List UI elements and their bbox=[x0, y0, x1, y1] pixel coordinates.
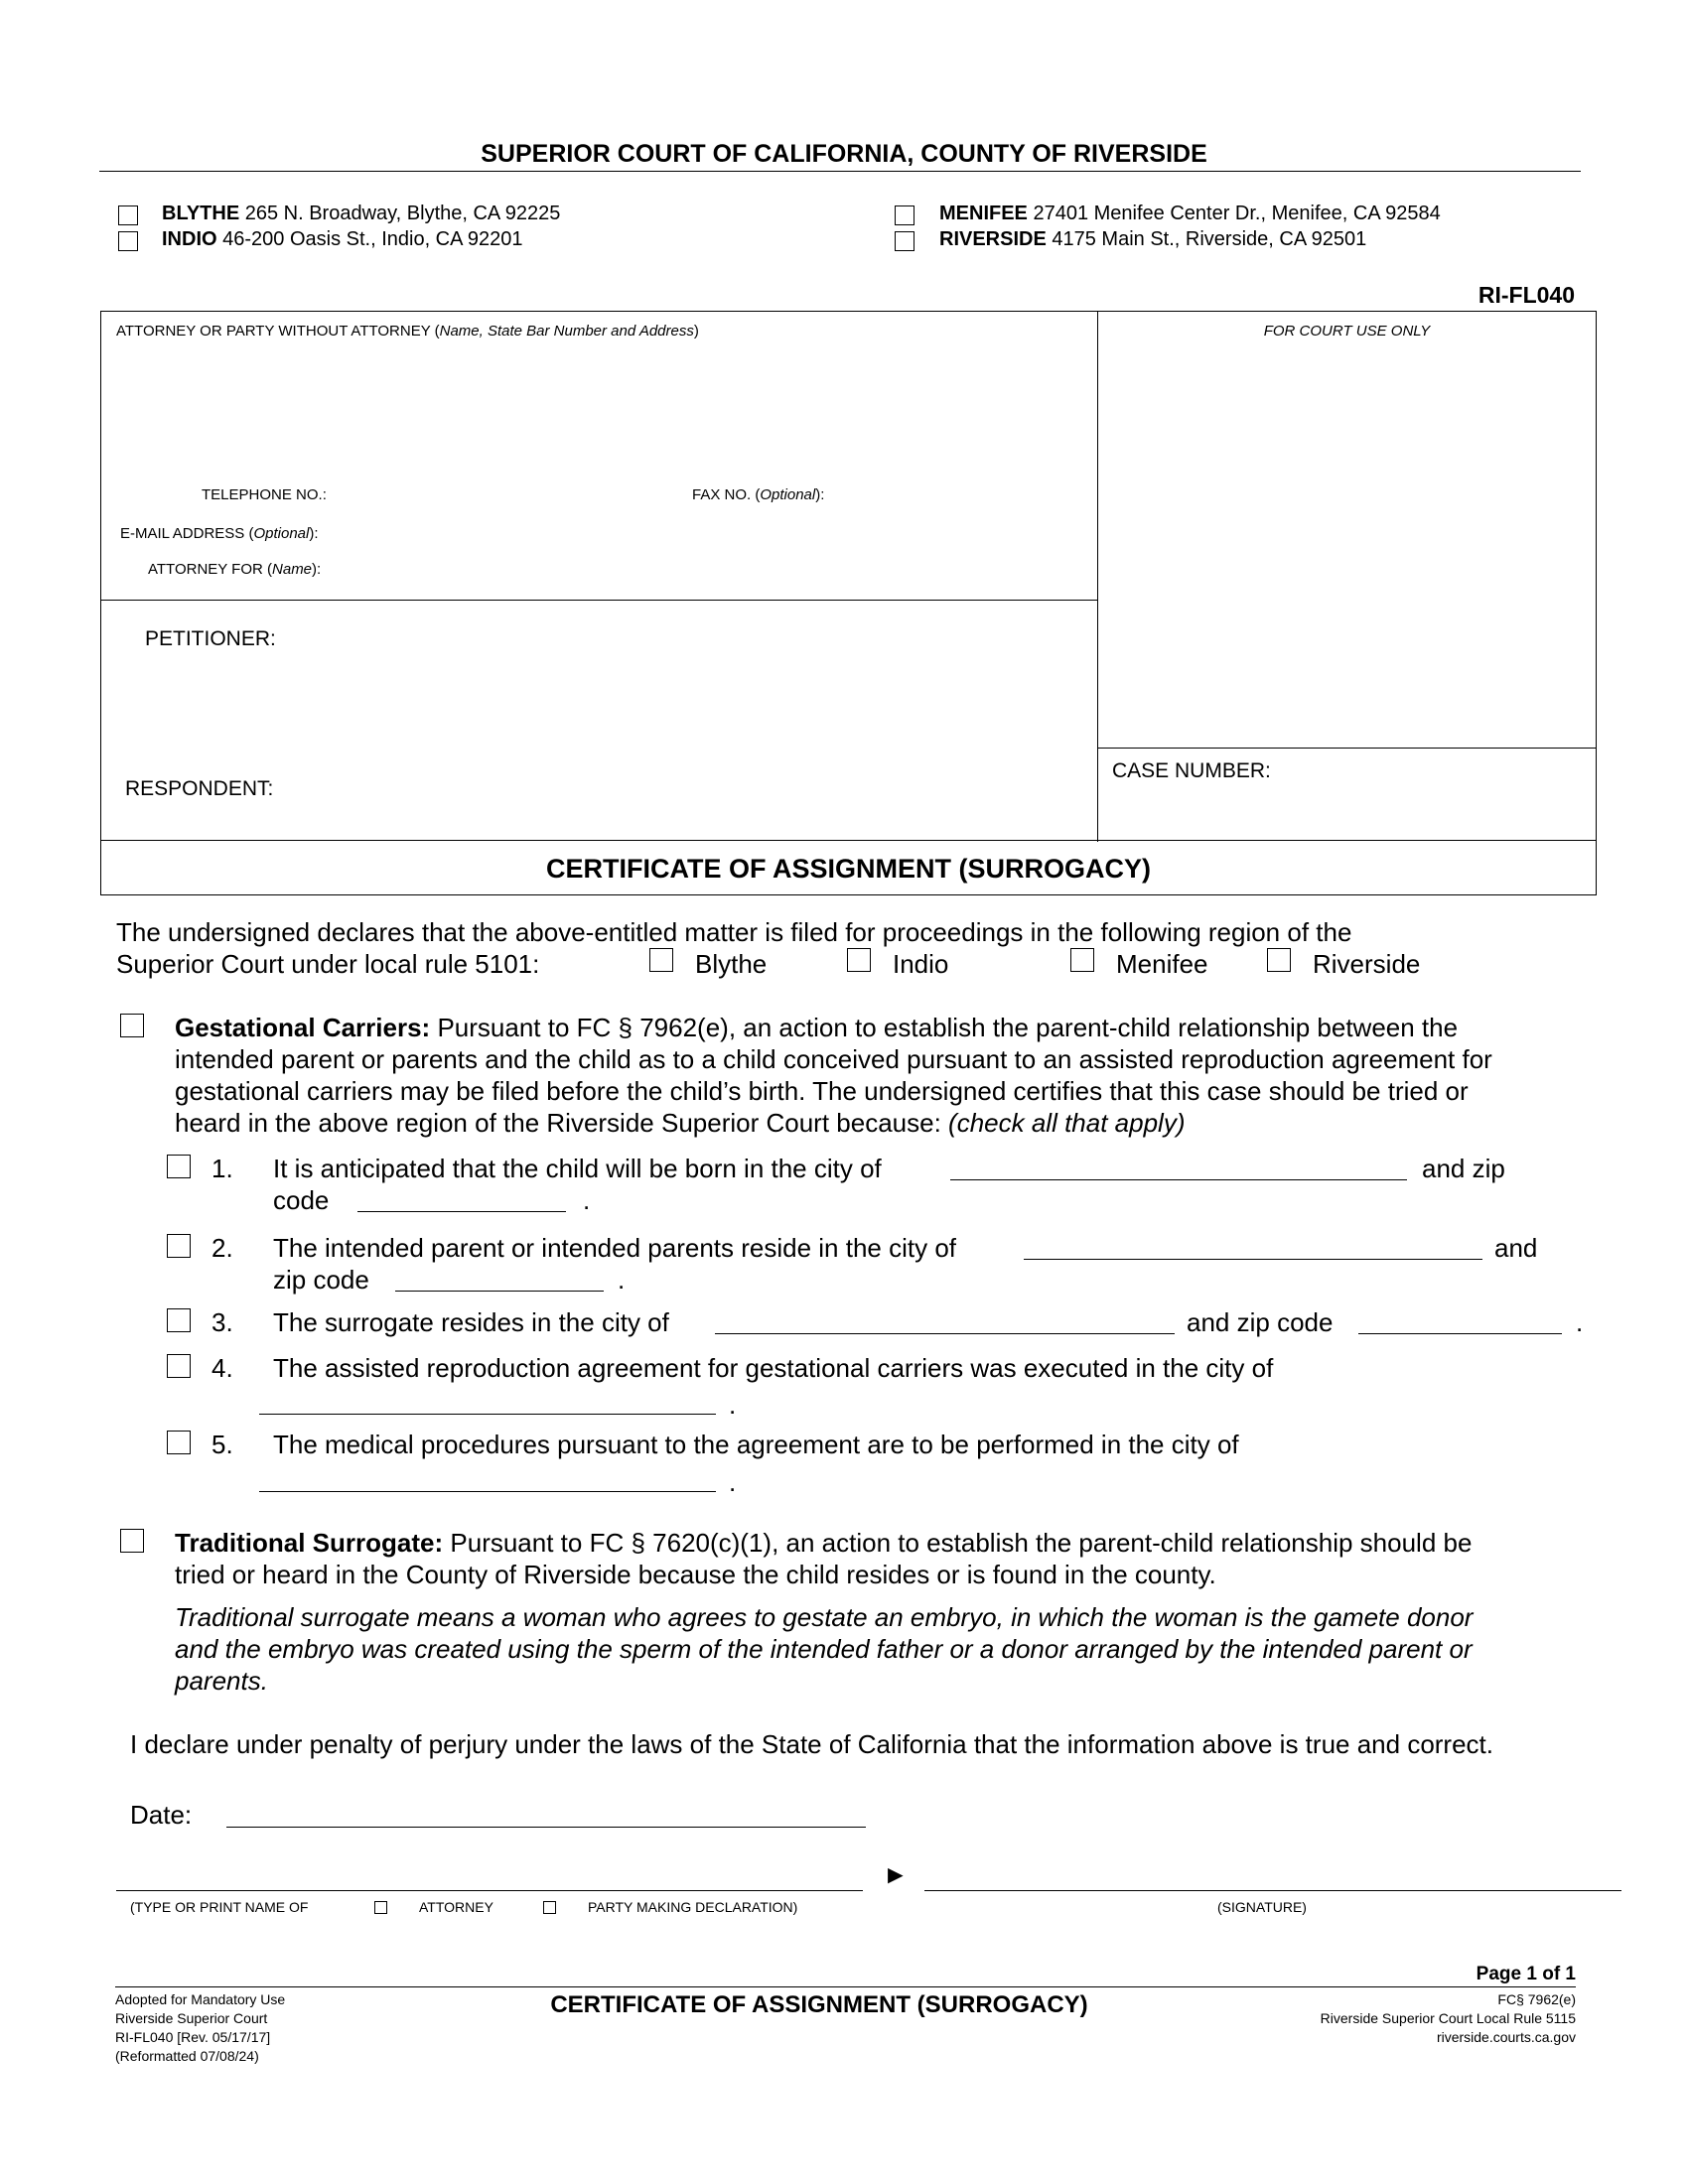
item-4-text: The assisted reproduction agreement for gestational carriers was executed in the city of bbox=[273, 1353, 1274, 1383]
case-number-label: CASE NUMBER: bbox=[1112, 759, 1271, 782]
traditional-line-1: Traditional Surrogate: Pursuant to FC § 7620(c)(1), an action to establish the parent-child relationship should be bbox=[175, 1528, 1473, 1558]
item-4-checkbox[interactable] bbox=[167, 1354, 191, 1378]
item-4-number: 4. bbox=[211, 1353, 233, 1383]
item-3-suffix: and zip code bbox=[1187, 1307, 1334, 1337]
location-checkbox-riverside[interactable] bbox=[895, 231, 914, 251]
region-text-1: The undersigned declares that the above-entitled matter is filed for proceedings in the following region of the bbox=[116, 917, 1352, 947]
arrow-icon: ► bbox=[883, 1859, 909, 1889]
region-option-indio: Indio bbox=[893, 949, 949, 979]
respondent-label: RESPONDENT: bbox=[125, 777, 274, 800]
item-1-line2: code bbox=[273, 1185, 330, 1215]
party-option-label: PARTY MAKING DECLARATION) bbox=[588, 1899, 798, 1915]
attorney-option-label: ATTORNEY bbox=[419, 1899, 493, 1915]
traditional-definition-3: parents. bbox=[175, 1666, 268, 1696]
item-2-zip-field[interactable] bbox=[395, 1291, 604, 1292]
item-1-text: It is anticipated that the child will be born in the city of bbox=[273, 1154, 882, 1183]
traditional-definition-2: and the embryo was created using the sperm of the intended father or a donor arranged by the intended parent or bbox=[175, 1634, 1473, 1664]
region-checkbox-menifee[interactable] bbox=[1070, 948, 1094, 972]
item-1-suffix: and zip bbox=[1422, 1154, 1505, 1183]
gestational-line-2: intended parent or parents and the child as to a child conceived pursuant to an assisted reproduction agreement for bbox=[175, 1044, 1492, 1074]
traditional-checkbox[interactable] bbox=[120, 1529, 144, 1553]
gestational-line-4: heard in the above region of the Riverside Superior Court because: (check all that apply) bbox=[175, 1108, 1186, 1138]
traditional-definition-1: Traditional surrogate means a woman who agrees to gestate an embryo, in which the woman is the gamete donor bbox=[175, 1602, 1474, 1632]
court-use-label: FOR COURT USE ONLY bbox=[1263, 323, 1431, 340]
region-checkbox-indio[interactable] bbox=[847, 948, 871, 972]
location-menifee: MENIFEE 27401 Menifee Center Dr., Menifee, CA 92584 bbox=[939, 203, 1441, 224]
item-2-checkbox[interactable] bbox=[167, 1234, 191, 1258]
region-checkbox-riverside[interactable] bbox=[1267, 948, 1291, 972]
date-field[interactable] bbox=[226, 1827, 866, 1828]
region-option-menifee: Menifee bbox=[1116, 949, 1208, 979]
caption-box bbox=[100, 311, 1597, 895]
item-3-city-field[interactable] bbox=[715, 1333, 1175, 1334]
email-label: E-MAIL ADDRESS (Optional): bbox=[120, 525, 319, 542]
form-title: CERTIFICATE OF ASSIGNMENT (SURROGACY) bbox=[546, 854, 1151, 884]
party-option-checkbox[interactable] bbox=[543, 1901, 556, 1914]
region-checkbox-blythe[interactable] bbox=[649, 948, 673, 972]
region-text-2: Superior Court under local rule 5101: bbox=[116, 949, 540, 979]
footer-left: Adopted for Mandatory Use Riverside Superior Court RI-FL040 [Rev. 05/17/17] (Reformatted 07/08/24) bbox=[115, 1991, 286, 2064]
fax-label: FAX NO. (Optional): bbox=[692, 486, 825, 503]
item-1-checkbox[interactable] bbox=[167, 1155, 191, 1178]
item-2-text: The intended parent or intended parents reside in the city of bbox=[273, 1233, 956, 1263]
location-riverside: RIVERSIDE 4175 Main St., Riverside, CA 92501 bbox=[939, 228, 1367, 250]
court-title: SUPERIOR COURT OF CALIFORNIA, COUNTY OF RIVERSIDE bbox=[481, 140, 1207, 168]
signature-label: (SIGNATURE) bbox=[1217, 1899, 1307, 1915]
item-5-checkbox[interactable] bbox=[167, 1431, 191, 1454]
gestational-line-3: gestational carriers may be filed before the child’s birth. The undersigned certifies that this case should be tried or bbox=[175, 1076, 1469, 1106]
region-option-riverside: Riverside bbox=[1313, 949, 1421, 979]
gestational-checkbox[interactable] bbox=[120, 1014, 144, 1037]
item-3-text: The surrogate resides in the city of bbox=[273, 1307, 669, 1337]
petitioner-label: PETITIONER: bbox=[145, 627, 276, 650]
location-checkbox-indio[interactable] bbox=[118, 231, 138, 251]
item-5-end: . bbox=[729, 1467, 737, 1497]
item-2-city-field[interactable] bbox=[1024, 1259, 1482, 1260]
date-label: Date: bbox=[130, 1800, 193, 1830]
footer-title: CERTIFICATE OF ASSIGNMENT (SURROGACY) bbox=[550, 1991, 1088, 2018]
location-indio: INDIO 46-200 Oasis St., Indio, CA 92201 bbox=[162, 228, 523, 250]
item-3-zip-field[interactable] bbox=[1358, 1333, 1562, 1334]
item-3-end: . bbox=[1576, 1307, 1584, 1337]
location-blythe: BLYTHE 265 N. Broadway, Blythe, CA 92225 bbox=[162, 203, 561, 224]
item-3-checkbox[interactable] bbox=[167, 1308, 191, 1332]
item-1-city-field[interactable] bbox=[950, 1179, 1407, 1180]
telephone-input[interactable] bbox=[343, 480, 670, 506]
item-4-end: . bbox=[729, 1390, 737, 1420]
page-number: Page 1 of 1 bbox=[1476, 1964, 1576, 1984]
item-5-number: 5. bbox=[211, 1430, 233, 1459]
item-5-city-field[interactable] bbox=[259, 1491, 716, 1492]
item-5-text: The medical procedures pursuant to the agreement are to be performed in the city of bbox=[273, 1430, 1239, 1459]
item-1-number: 1. bbox=[211, 1154, 233, 1183]
location-checkbox-menifee[interactable] bbox=[895, 205, 914, 225]
item-2-line2: zip code bbox=[273, 1265, 369, 1295]
telephone-label: TELEPHONE NO.: bbox=[202, 486, 327, 503]
region-option-blythe: Blythe bbox=[695, 949, 768, 979]
item-2-number: 2. bbox=[211, 1233, 233, 1263]
gestational-line-1: Gestational Carriers: Pursuant to FC § 7962(e), an action to establish the parent-child relationship between the bbox=[175, 1013, 1459, 1042]
item-4-city-field[interactable] bbox=[259, 1414, 716, 1415]
item-1-zip-field[interactable] bbox=[357, 1211, 566, 1212]
attorney-for-label: ATTORNEY FOR (Name): bbox=[148, 561, 322, 578]
attorney-option-checkbox[interactable] bbox=[374, 1901, 387, 1914]
item-1-end: . bbox=[583, 1185, 591, 1215]
signature-field[interactable] bbox=[924, 1890, 1621, 1891]
attorney-label: ATTORNEY OR PARTY WITHOUT ATTORNEY (Name, State Bar Number and Address) bbox=[116, 323, 699, 340]
item-2-end: . bbox=[618, 1265, 626, 1295]
location-checkbox-blythe[interactable] bbox=[118, 205, 138, 225]
declaration-text: I declare under penalty of perjury under the laws of the State of California that the information above is true and correct. bbox=[130, 1729, 1493, 1759]
print-name-label: (TYPE OR PRINT NAME OF bbox=[130, 1899, 309, 1915]
item-3-number: 3. bbox=[211, 1307, 233, 1337]
footer-right: FC§ 7962(e) Riverside Superior Court Local Rule 5115 riverside.courts.ca.gov bbox=[1320, 1991, 1576, 2045]
print-name-field[interactable] bbox=[116, 1890, 863, 1891]
traditional-line-2: tried or heard in the County of Riverside because the child resides or is found in the county. bbox=[175, 1560, 1216, 1589]
item-2-suffix: and bbox=[1494, 1233, 1538, 1263]
form-id: RI-FL040 bbox=[1477, 282, 1575, 308]
